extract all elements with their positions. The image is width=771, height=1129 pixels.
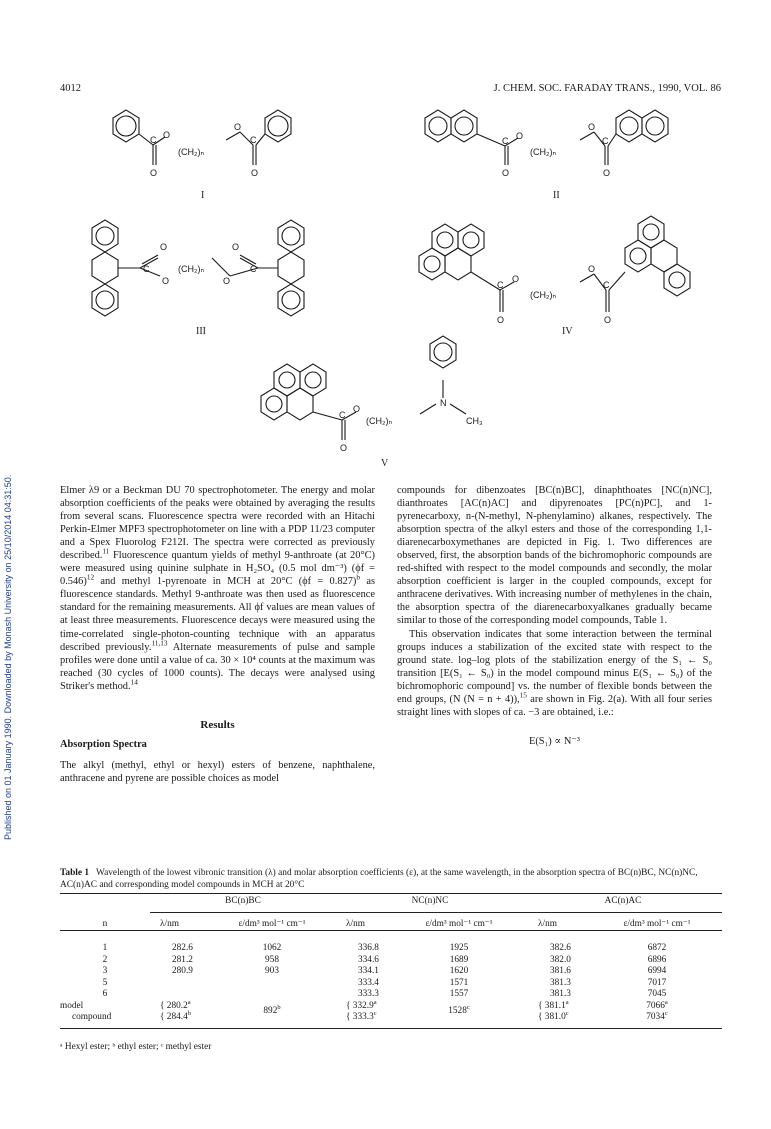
table-cell: [208, 978, 336, 990]
atom-label: O: [163, 130, 171, 140]
atom-label: CH₃: [466, 416, 483, 426]
structure-label-V: V: [381, 458, 389, 469]
results-heading: Results: [200, 718, 235, 731]
col-header: ε/dm³ mol⁻¹ cm⁻¹: [623, 919, 691, 929]
table-cell: 6896: [647, 954, 667, 965]
paragraph: The alkyl (methyl, ethyl or hexyl) esters of benzene, naphthalene, anthracene and pyrene are possible choices as model: [60, 759, 375, 784]
chain-label: (CH₂)ₙ: [178, 264, 205, 274]
table-cell: 382.0: [550, 954, 571, 965]
atom-label: O: [502, 168, 510, 178]
table-footnote: ᵃ Hexyl ester; ᵇ ethyl ester; ᶜ methyl ester: [60, 1042, 212, 1052]
col-header: λ/nm: [160, 919, 179, 929]
table-cell: 2: [102, 954, 108, 965]
structure-label-IV: IV: [562, 326, 573, 337]
atom-label: C: [250, 135, 257, 145]
group-header: BC(n)BC: [225, 896, 261, 906]
table-cell: 334.6: [358, 954, 379, 965]
chain-label: (CH₂)ₙ: [530, 290, 557, 300]
col-header: λ/nm: [346, 919, 365, 929]
formula: E(S₁) ∝ N⁻³: [529, 735, 580, 747]
atom-label: O: [588, 122, 596, 132]
atom-label: O: [497, 315, 505, 325]
atom-label: O: [232, 242, 240, 252]
table-row: [60, 989, 722, 1001]
paragraph: Elmer λ9 or a Beckman DU 70 spectrophotometer. The energy and molar absorption coefficients of the peaks were obtained by averaging the results from several scans. Fluorescence spectra were recorded with an Hitachi Perkin-Elmer MPF3 spectrophotometer on line with a PDP 11/23 computer and a Spex Fluorolog F212I. The spectra were corrected as previously described.$^{11}$ Fluorescence quantum yields of methyl 9-anthroate (at 20°C) were measured using quinine sulphate in H₂SO₄ (0.5 mol dm⁻³) (ϕf = 0.546)$^{12}$ and methyl 1-pyrenoate in MCH at 20°C (ϕf = 0.827)$^b$ as fluorescence standards. Methyl 9-anthroate was then used as fluorescence standard for the remaining measurements. All ϕf values are mean values of at least three measurements. Fluorescence decays were measured using the time-correlated single-photon-counting technique with an apparatus described previously.$^{11,13}$ Alternate measurements of pulse and sample profiles were done until a value of ca. 30 × 10⁴ counts at the maximum was reached (30 cycles of 1000 counts). The decays were analysed using Striker's method.$^{14}$: [60, 485, 375, 692]
table-row: [60, 955, 722, 967]
table-row: [60, 978, 722, 990]
table-cell: 282.6: [172, 943, 193, 953]
table-cell: 381.6: [550, 966, 571, 976]
atom-label: O: [251, 168, 259, 178]
download-watermark: Published on 01 January 1990. Downloaded by Monash University on 25/10/2014 04:31:50.: [3, 474, 13, 840]
table-cell: 1571: [449, 977, 469, 988]
chemical-structures: [0, 0, 771, 500]
atom-label: O: [603, 168, 611, 178]
table-cell: 381.3: [550, 977, 571, 988]
atom-label: C: [143, 264, 150, 274]
table-bottom-rule: [60, 1028, 722, 1029]
table-row: compound { 284.4$^b$ { 333.3$^c$ { 381.0$^c$ 7034$^c$: [72, 1009, 668, 1022]
group-header: NC(n)NC: [411, 896, 449, 906]
table-row: model { 280.2$^a$ 892$^b$ { 332.9$^a$ 1528$^c$ { 381.1$^a$ 7066$^a$: [60, 998, 668, 1017]
table-cell: [150, 989, 208, 1001]
atom-label: O: [512, 274, 520, 284]
table-cell: 333.4: [358, 977, 379, 988]
right-column: [397, 484, 712, 748]
journal-header: J. CHEM. SOC. FARADAY TRANS., 1990, VOL. 86: [493, 83, 721, 94]
table-cell: 1: [102, 943, 108, 953]
atom-label: C: [603, 280, 610, 290]
atom-label: O: [588, 264, 596, 274]
group-header: AC(n)AC: [604, 896, 642, 906]
atom-label: C: [602, 136, 609, 146]
atom-label: O: [234, 122, 242, 132]
table-row: [60, 966, 722, 978]
atom-label: C: [150, 135, 157, 145]
table-cell: 334.1: [358, 966, 379, 976]
paragraph: This observation indicates that some interaction between the terminal groups induces a stabilization of the excited state with respect to the ground state. log–log plots of the stabilization energy of the S₁ ← S₀ transition [E(S₁ ← S₀) in the model compound minus E(S₁ ← S₀) of the bichromophoric compound] vs. the number of flexible bonds between the end groups, (N (N = n + 4)),$^{15}$ are shown in Fig. 2(a). With all four series straight lines with slopes of ca. −3 are obtained, i.e.:: [397, 628, 712, 718]
atom-label: O: [162, 276, 170, 286]
paragraph: compounds for dibenzoates [BC(n)BC], dinaphthoates [NC(n)NC], dianthroates [AC(n)AC] and dipyrenoates [PC(n)PC], and 1-pyrenecarboxy, n-(N-methyl, N-phenylamino) alkanes, respectively. The absorption spectra of the alkyl esters and those of the corresponding 1,1-diarenecarboxymethanes are depicted in Fig. 1. Two differences are observed, first, the absorption bands of the bichromophoric compounds are red-shifted with respect to the model compounds and secondly, the molar absorption coefficient is larger in the coupled compounds, except for anthracene derivatives. With increasing number of methylenes in the chain, the absorption spectra of the diarenecarboxyalkanes gradually became similar to those of the corresponding model compounds, Table 1.: [397, 485, 712, 627]
col-header: n: [102, 919, 108, 929]
structure-label-III: III: [196, 326, 206, 337]
table-cell: 1062: [262, 943, 282, 953]
table-top-rule: [60, 893, 722, 894]
structure-V: [261, 336, 466, 440]
atom-label: O: [353, 404, 361, 414]
atom-label: O: [223, 276, 231, 286]
chain-label: (CH₂)ₙ: [366, 416, 393, 426]
table-row: [60, 943, 722, 955]
atom-label: C: [339, 410, 346, 420]
table-cell: 281.2: [172, 954, 193, 965]
table-cell: 381.3: [550, 989, 571, 999]
atom-label: C: [502, 136, 509, 146]
table-cell: 7017: [647, 977, 667, 988]
table-cell: 1620: [449, 966, 469, 976]
table-cell: 903: [265, 966, 279, 976]
table-cell: [208, 989, 336, 1001]
col-header: ε/dm³ mol⁻¹ cm⁻¹: [238, 919, 306, 929]
table-cell: 1925: [449, 943, 469, 953]
table-cell: 336.8: [358, 943, 379, 953]
left-column: [60, 484, 375, 785]
table-cell: 333.3: [358, 989, 379, 999]
table-cell: 958: [265, 954, 279, 965]
table-cell: 280.9: [172, 966, 193, 976]
table-cell: 6994: [647, 966, 667, 976]
chain-label: (CH₂)ₙ: [530, 147, 557, 157]
table-caption: Table 1 Wavelength of the lowest vibronic transition (λ) and molar absorption coefficients (ε), at the same wavelength, in the absorption spectra of BC(n)BC, NC(n)NC, AC(n)AC and corresponding model compounds in MCH at 20°C: [60, 868, 698, 890]
table-cell: 1557: [449, 989, 469, 999]
table-cell: 7045: [647, 989, 667, 999]
data-table: [60, 896, 722, 1024]
atom-label: O: [604, 315, 612, 325]
table-cell: [150, 978, 208, 990]
col-header: λ/nm: [538, 919, 557, 929]
atom-label: O: [340, 443, 348, 453]
table-cell: 1689: [449, 954, 469, 965]
table-cell: 3: [102, 966, 108, 976]
page-number: 4012: [60, 83, 81, 94]
table-cell: 382.6: [550, 943, 571, 953]
table-cell: 6872: [647, 943, 667, 953]
table-cell: 6: [102, 989, 108, 999]
structure-label-I: I: [201, 190, 205, 201]
absorption-heading: Absorption Spectra: [60, 738, 147, 750]
atom-label: O: [516, 131, 524, 141]
chain-label: (CH₂)ₙ: [178, 147, 205, 157]
atom-label: O: [150, 168, 158, 178]
atom-label: C: [250, 264, 257, 274]
atom-label: C: [497, 280, 504, 290]
table-cell: 5: [102, 977, 108, 988]
structure-label-II: II: [553, 190, 560, 201]
atom-label: N: [440, 398, 447, 408]
col-header: ε/dm³ mol⁻¹ cm⁻¹: [425, 919, 493, 929]
atom-label: O: [160, 242, 168, 252]
